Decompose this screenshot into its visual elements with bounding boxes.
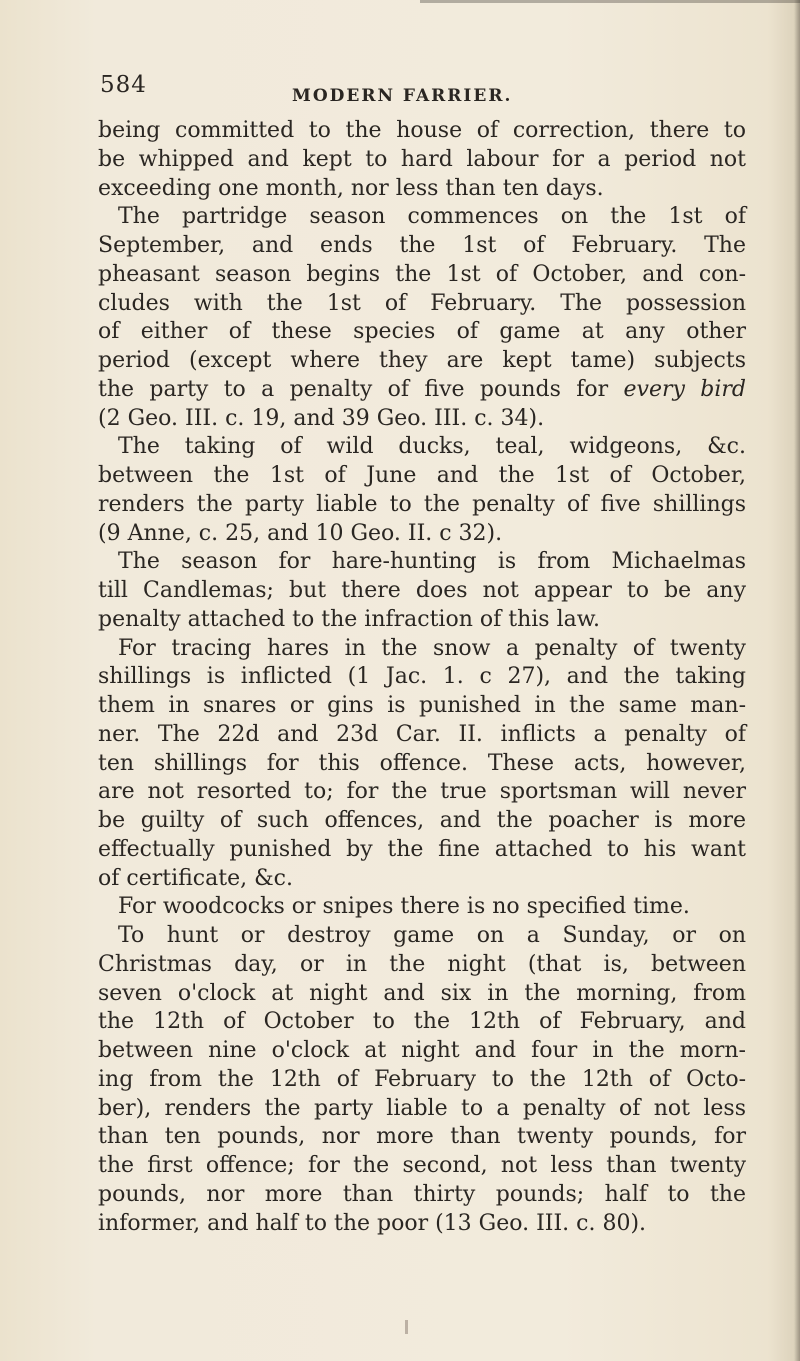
- text-line: be guilty of such offences, and the poacher is more: [98, 808, 746, 833]
- text-line: pounds, nor more than thirty pounds; half to the: [98, 1181, 746, 1207]
- text-line: the 12th of October to the 12th of February, and: [98, 1009, 746, 1035]
- text-line: cludes with the 1st of February. The possession: [98, 290, 746, 316]
- text-line: the first offence; for the second, not less than twenty: [98, 1153, 746, 1178]
- text-line: of either of these species of game at any other: [98, 319, 746, 345]
- text-line-with-emphasis: [98, 376, 746, 405]
- text-line: are not resorted to; for the true sportsman will never: [98, 779, 746, 805]
- text-line: informer, and half to the poor (13 Geo. III. c. 80).: [98, 1210, 647, 1236]
- text-line: ber), renders the party liable to a penalty of not less: [98, 1095, 746, 1121]
- text-line: be whipped and kept to hard labour for a period not: [98, 146, 746, 172]
- text-line: till Candlemas; but there does not appear to be any: [98, 578, 746, 603]
- text-line: (2 Geo. III. c. 19, and 39 Geo. III. c. 34).: [98, 405, 545, 431]
- text-line: The partridge season commences on the 1st of: [118, 204, 746, 230]
- text-line: seven o'clock at night and six in the morning, from: [98, 980, 746, 1006]
- text-line: The taking of wild ducks, teal, widgeons, &c.: [118, 434, 746, 460]
- text-line: them in snares or gins is punished in the same man-: [98, 693, 746, 718]
- text-line: pheasant season begins the 1st of October, and con-: [98, 261, 746, 287]
- text-line: Christmas day, or in the night (that is, between: [98, 951, 746, 977]
- text-line: ner. The 22d and 23d Car. II. inflicts a penalty of: [98, 721, 746, 747]
- text-line: exceeding one month, nor less than ten days.: [98, 175, 604, 201]
- text-line: For woodcocks or snipes there is no specified time.: [118, 894, 690, 920]
- text-segment: the party to a penalty of five pounds for: [98, 376, 624, 402]
- text-line: shillings is inflicted (1 Jac. 1. c 27), and the taking: [98, 664, 746, 690]
- ink-mark: [405, 1320, 408, 1334]
- text-line: The season for hare-hunting is from Michaelmas: [118, 549, 746, 575]
- text-line: (9 Anne, c. 25, and 10 Geo. II. c 32).: [98, 520, 503, 546]
- text-line: of certificate, &c.: [98, 865, 293, 891]
- running-title: MODERN FARRIER.: [292, 86, 513, 106]
- text-line: To hunt or destroy game on a Sunday, or on: [118, 923, 746, 948]
- body-text: [98, 117, 746, 1238]
- text-line: penalty attached to the infraction of this law.: [98, 606, 600, 632]
- text-line: being committed to the house of correction, there to: [98, 118, 746, 143]
- text-line: renders the party liable to the penalty of five shillings: [98, 491, 746, 517]
- text-line: period (except where they are kept tame) subjects: [98, 348, 746, 373]
- text-line: For tracing hares in the snow a penalty of twenty: [118, 635, 746, 661]
- text-line: ten shillings for this offence. These acts, however,: [98, 750, 746, 776]
- top-edge-rule: [420, 0, 800, 3]
- page-number: 584: [100, 72, 147, 98]
- page-edge-shadow: [794, 0, 800, 1361]
- text-line: than ten pounds, nor more than twenty pounds, for: [98, 1124, 746, 1150]
- emphasis-every-bird: every bird: [623, 376, 746, 402]
- text-line: between the 1st of June and the 1st of October,: [98, 463, 746, 488]
- text-line: ing from the 12th of February to the 12th of Octo-: [98, 1066, 746, 1092]
- text-line: between nine o'clock at night and four in the morn-: [98, 1038, 746, 1063]
- text-line: September, and ends the 1st of February. The: [98, 233, 746, 258]
- text-line: effectually punished by the fine attached to his want: [98, 836, 746, 862]
